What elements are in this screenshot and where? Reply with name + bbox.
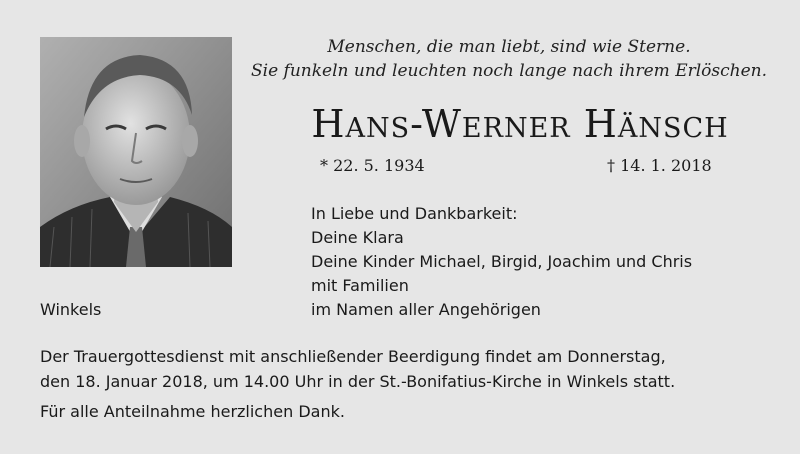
place-name: Winkels — [40, 300, 102, 319]
birth-date: * 22. 5. 1934 — [320, 156, 425, 175]
quote-line-2: Sie funkeln und leuchten noch lange nach ihrem Erlöschen. — [250, 61, 768, 81]
service-line-2: den 18. Januar 2018, um 14.00 Uhr in der St.-Bonifatius-Kirche in Winkels statt. — [40, 372, 676, 391]
mourners-line: im Namen aller Angehörigen — [311, 300, 541, 319]
mourners-line: In Liebe und Dankbarkeit: — [311, 204, 518, 223]
mourners-list — [311, 202, 791, 322]
mourners-line: Deine Kinder Michael, Birgid, Joachim und Chris — [311, 252, 693, 271]
thanks-note: Für alle Anteilnahme herzlichen Dank. — [40, 402, 345, 421]
memorial-quote — [245, 35, 773, 83]
mourners-line: Deine Klara — [311, 228, 404, 247]
death-date: † 14. 1. 2018 — [607, 156, 712, 175]
portrait-photo — [40, 37, 232, 267]
quote-line-1: Menschen, die man liebt, sind wie Sterne. — [327, 37, 691, 57]
mourners-line: mit Familien — [311, 276, 409, 295]
service-line-1: Der Trauergottesdienst mit anschließender Beerdigung findet am Donnerstag, — [40, 347, 666, 366]
deceased-name: Hans-Werner Hänsch — [311, 102, 729, 146]
service-announcement — [40, 344, 780, 394]
